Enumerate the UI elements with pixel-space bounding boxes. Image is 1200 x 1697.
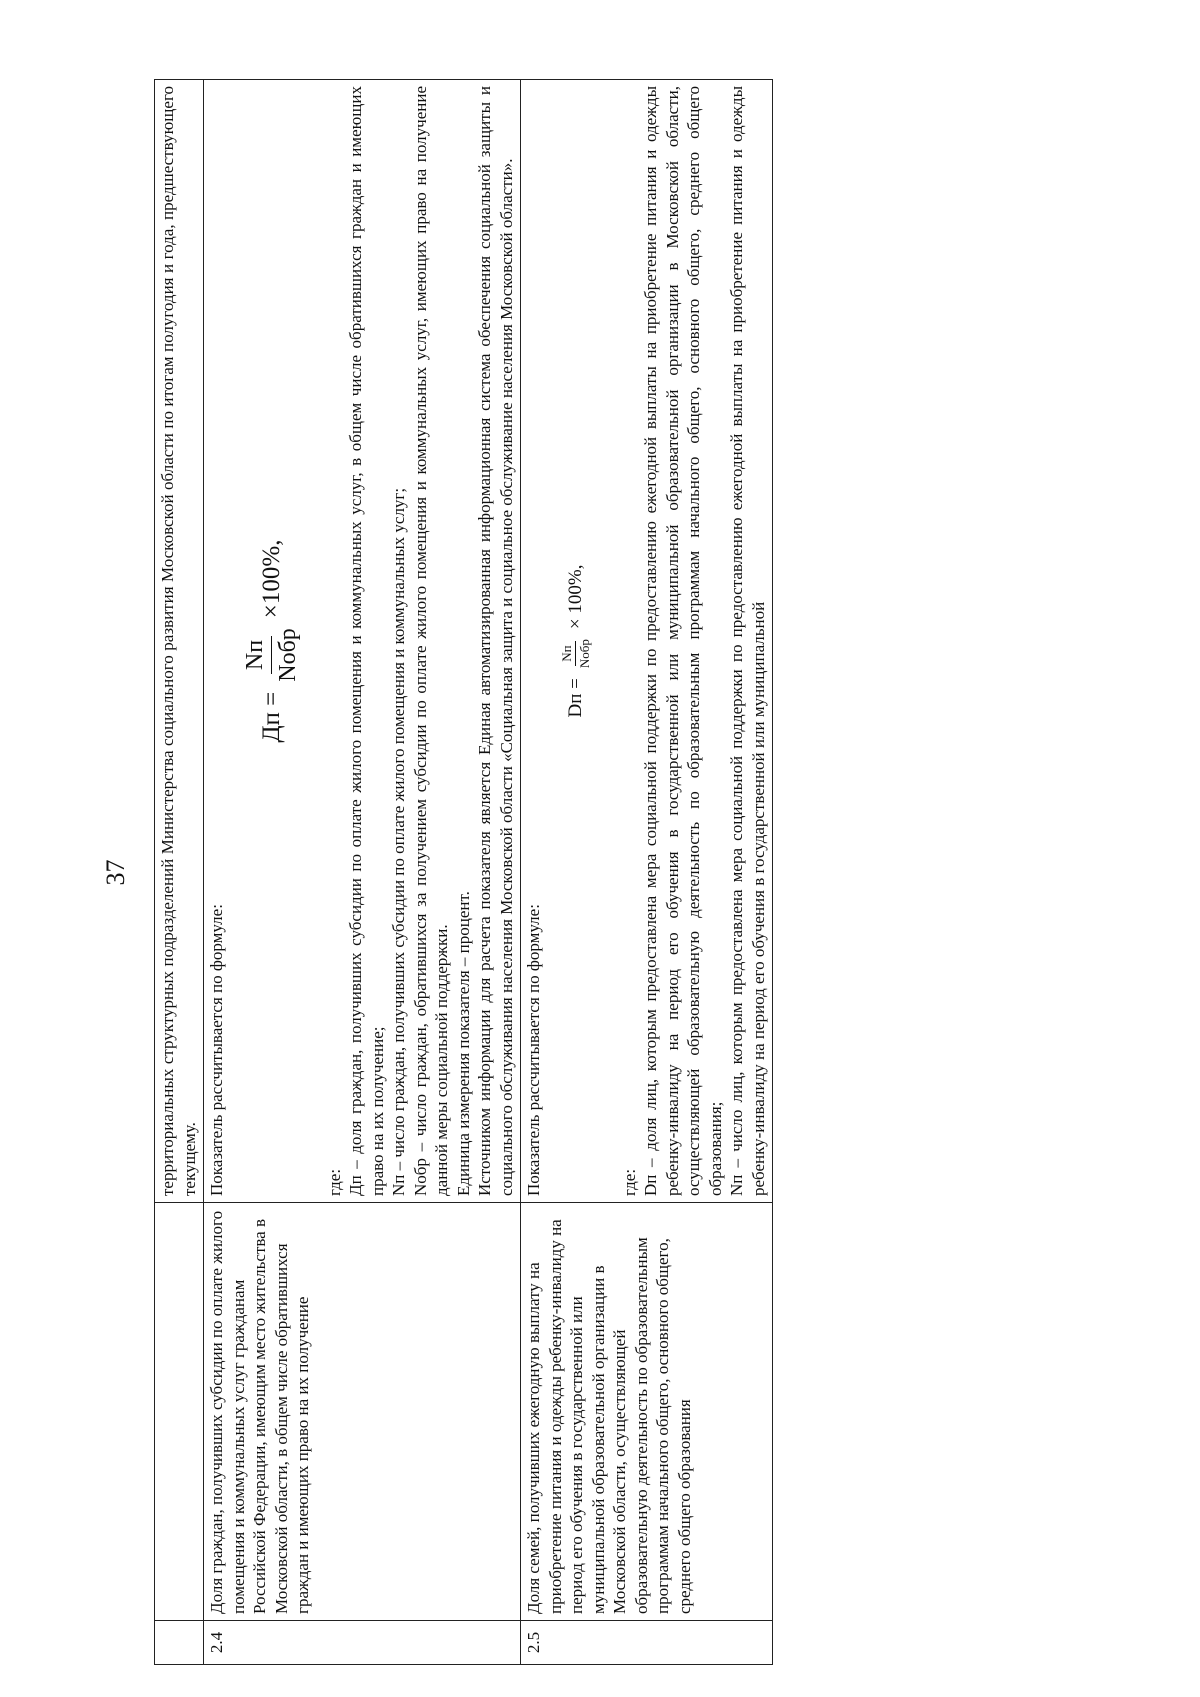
formula-numerator: Nп [240, 636, 272, 674]
indicator-description: Доля семей, получивших ежегодную выплату на приобретение питания и одежды ребенку-инвалиду на период его обучения в государственной или муниципальной образовательной организации в Московской области, осуществляющей образовательную деятельность по образовательным программам начального общего, основного общего, среднего общего образования [521, 1203, 773, 1621]
formula-denominator: Nобр [275, 628, 301, 682]
row-number: 2.4 [204, 1621, 521, 1665]
formula-rhs: ×100%, [257, 539, 285, 619]
definition-dp: Dп – доля лиц, которым предоставлена мера социальной поддержки по предоставлению ежегодной выплаты на приобретение питания и одежды ребенку-инвалиду на период его обучения в государственной или муниципальной образовательной организации в Московской области, осуществляющей образовательную деятельность по образовательным программам начального общего, основного общего, среднего общего образования; [641, 86, 725, 1196]
where-label: где: [619, 1168, 639, 1196]
formula [545, 86, 607, 1196]
formula-fraction [240, 624, 303, 686]
definition-np: Nп – число граждан, получивших субсидии по оплате жилого помещения и коммунальных услуг; [389, 487, 408, 1196]
method-cell-continuation [155, 80, 204, 1203]
table-row-2-4 [204, 80, 521, 1665]
calculation-method [521, 80, 773, 1203]
information-source: Источником информации для расчета показателя является Единая автоматизированная информационная система обеспечения социальной защиты и социального обслуживания населения Московской области «Социальная защита и социальное обслуживание населения Московской области». [475, 86, 516, 1196]
formula-lhs: Dп = [564, 678, 586, 718]
row-number: 2.5 [521, 1621, 773, 1665]
description-cell-empty [155, 1203, 204, 1621]
row-number-cell-empty [155, 1621, 204, 1665]
formula-intro: Показатель рассчитывается по формуле: [207, 904, 226, 1196]
calculation-method [204, 80, 521, 1203]
continuation-text: территориальных структурных подразделений Министерства социального развития Московской области по итогам полугодия и года, предшествующего текущему. [158, 86, 199, 1196]
formula-fraction [559, 635, 592, 672]
formula-denominator: Nобр [577, 639, 592, 669]
unit-of-measure: Единица измерения показателя – процент. [453, 891, 473, 1196]
table-row-2-5 [521, 80, 773, 1665]
definition-np: Nп – число лиц, которым предоставлена мера социальной поддержки по предоставлению ежегодной выплаты на приобретение питания и одежды ребенку-инвалиду на период его обучения в государственной или муниципальной [727, 86, 768, 1196]
definition-nobr: Nобр – число граждан, обратившихся за получением субсидии по оплате жилого помещения и коммунальных услуг, имеющих право на получение данной меры социальной поддержки. [410, 86, 451, 1196]
formula-rhs: × 100%, [564, 564, 586, 630]
formula [230, 86, 314, 1196]
page-number: 37 [101, 859, 130, 886]
formula-intro: Показатель рассчитывается по формуле: [524, 904, 543, 1196]
definition-dp: Дп – доля граждан, получивших субсидии по оплате жилого помещения и коммунальных услуг, в общем числе обратившихся граждан и имеющих право на их получение; [346, 86, 387, 1196]
indicators-table [154, 79, 773, 1665]
where-label: где: [324, 1168, 344, 1196]
rotated-page-content [92, 80, 1142, 1665]
formula-lhs: Дп = [257, 691, 285, 743]
indicator-description: Доля граждан, получивших субсидии по оплате жилого помещения и коммунальных услуг гражданам Российской Федерации, имеющим место жительства в Московской области, в общем числе обратившихся граждан и имеющих право на их получение [204, 1203, 521, 1621]
table-row-continuation [155, 80, 204, 1665]
formula-numerator: Nп [559, 641, 576, 665]
